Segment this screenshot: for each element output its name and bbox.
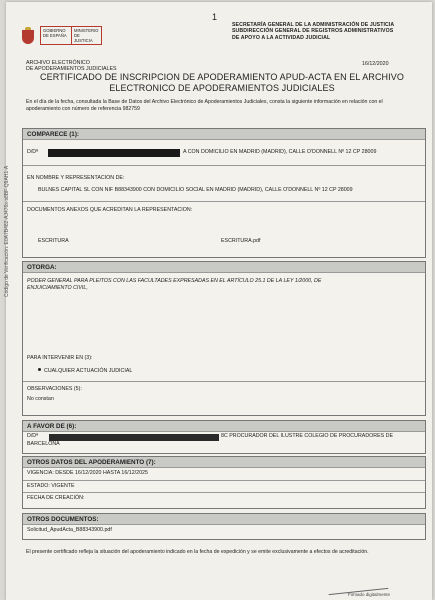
title-line-2: ELECTRONICO DE APODERAMIENTOS JUDICIALES [109,82,335,93]
otorga-section [22,261,426,416]
title-line-1: CERTIFICADO DE INSCRIPCION DE APODERAMIENTO APUD-ACTA EN EL ARCHIVO [40,72,404,82]
intro-paragraph: En el día de la fecha, consultada la Base de Datos del Archivo Electrónico de Apoderamientos Judiciales, consta la siguiente información en relación con el apoderamiento con número de referencia 982759 [26,99,383,112]
comparece-person-prefix: D/Dª [27,149,39,155]
verification-code: Código de Verificación: E0A7B482-AJ476s-s8BF-Q9AH1-A [4,165,10,297]
observaciones-value: No constan [27,396,54,402]
signature-block [328,580,408,600]
signature-caption: Firmado digitalmente [348,592,391,597]
page-number: 1 [212,12,218,22]
comparece-person-address: A CON DOMICILIO EN MADRID (MADRID), CALLE O'DONNELL Nº 12 CP 28009 [183,149,377,155]
ministry-line-1: SECRETARÍA GENERAL DE LA ADMINISTRACIÓN DE JUSTICIA [232,22,395,28]
document-date: 16/12/2020 [362,61,389,67]
otros-documentos-section [22,513,426,540]
otros-datos-header: OTROS DATOS DEL APODERAMIENTO (7): [23,457,425,468]
redacted-attorney-name [49,434,219,441]
redacted-name [48,149,180,157]
logo-government-label: GOBIERNO DE ESPAÑA [43,28,67,38]
a-favor-city: BARCELONA [27,441,60,447]
ministry-header [232,22,432,41]
intervenir-label: PARA INTERVENIR EN (3): [27,355,93,361]
document-title [26,72,418,93]
attached-doc-name: ESCRITURA [38,238,69,244]
comparece-section [22,128,426,258]
ministry-line-3: DE APOYO A LA ACTIVIDAD JUDICIAL [232,34,331,41]
government-logo [20,26,102,45]
bullet-icon [38,368,41,371]
vigencia-field: VIGENCIA: DESDE 16/12/2020 HASTA 16/12/2025 [27,470,148,476]
estado-field: ESTADO: VIGENTE [27,483,75,489]
a-favor-title: 8C PROCURADOR DEL ILUSTRE COLEGIO DE PROCURADORES DE [221,433,393,439]
a-favor-prefix: D/Dª [27,433,39,439]
otorga-text-line-1: PODER GENERAL PARA PLEITOS CON LAS FACULTADES EXPRESADAS EN EL ARTÍCULO 25.1 DE LA LEY 1/2000, DE [27,278,322,284]
certificate-page [6,2,432,600]
fecha-creacion-field: FECHA DE CREACIÓN: [27,495,85,501]
attached-doc-file: ESCRITURA.pdf [221,238,261,244]
comparece-header: COMPARECE (1): [23,129,425,140]
coat-of-arms-icon [20,27,36,45]
a-favor-section [22,420,426,454]
attached-docs-label: DOCUMENTOS ANEXOS QUE ACREDITAN LA REPRESENTACION: [27,207,193,213]
footer-note: El presente certificado refleja la situación del apoderamiento indicado en la fecha de expedición y se emite exclusivamente a efectos de acreditación. [26,549,369,555]
representation-label: EN NOMBRE Y REPRESENTACION DE: [27,175,125,181]
archive-line-2: DE APODERAMIENTOS JUDICIALES [26,66,117,73]
represented-company: BULNES CAPITAL SL CON NIF B88343900 CON DOMICILIO SOCIAL EN MADRID (MADRID), CALLE O'DONNELL Nº 12 CP 28009 [38,187,353,193]
intervenir-item [38,368,132,375]
otorga-text-line-2: ENJUICIAMIENTO CIVIL, [27,285,88,291]
intervenir-item-label: CUALQUIER ACTUACIÓN JUDICIAL [44,368,133,374]
archive-label [26,60,117,73]
ministry-line-2: SUBDIRECCIÓN GENERAL DE REGISTROS ADMINISTRATIVOS [232,28,394,35]
a-favor-header: A FAVOR DE (6): [23,421,425,432]
otros-documentos-file: Solicitud_ApudActa_B88343900.pdf [27,527,112,533]
otorga-header: OTORGA: [23,262,425,273]
otros-documentos-header: OTROS DOCUMENTOS: [23,514,425,525]
logo-ministry-label: MINISTERIO DE JUSTICIA [71,27,101,44]
otros-datos-section [22,456,426,509]
observaciones-label: OBSERVACIONES (5): [27,386,82,392]
archive-line-1: ARCHIVO ELECTRÓNICO [26,60,90,66]
